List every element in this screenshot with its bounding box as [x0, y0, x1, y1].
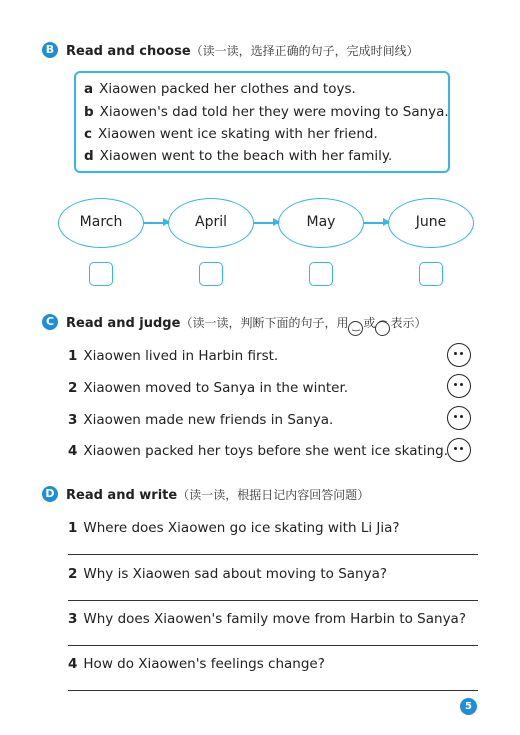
- judge-item-3: [68, 412, 333, 428]
- timeline-month-may: May: [278, 198, 364, 248]
- question-text: Why does Xiaowen's family move from Harbin to Sanya?: [83, 611, 466, 627]
- section-d-icon: D: [42, 486, 58, 502]
- question-number: 2: [68, 566, 78, 582]
- answer-box-april[interactable]: [199, 262, 223, 286]
- option-text: Xiaowen packed her clothes and toys.: [99, 81, 356, 97]
- section-c-title: Read and judge: [66, 316, 181, 331]
- sentence-option-c: [84, 126, 378, 142]
- sentence-option-d: [84, 148, 392, 164]
- option-letter: d: [84, 148, 94, 164]
- timeline-month-april: April: [168, 198, 254, 248]
- option-text: Xiaowen's dad told her they were moving to Sanya.: [99, 104, 449, 120]
- question-number: 1: [68, 520, 78, 536]
- item-number: 2: [68, 380, 78, 396]
- section-c-subtitle-before: （读一读，判断下面的句子，用: [180, 316, 349, 330]
- judge-item-2: [68, 380, 348, 396]
- question-3: [68, 611, 466, 627]
- item-number: 1: [68, 348, 78, 364]
- judge-face-icon-4[interactable]: [447, 438, 471, 462]
- question-number: 4: [68, 656, 78, 672]
- option-text: Xiaowen went ice skating with her friend.: [98, 126, 378, 142]
- question-text: Where does Xiaowen go ice skating with Li Jia?: [83, 520, 400, 536]
- answer-box-may[interactable]: [309, 262, 333, 286]
- item-number: 4: [68, 443, 78, 459]
- timeline-month-march: March: [58, 198, 144, 248]
- item-text: Xiaowen made new friends in Sanya.: [83, 412, 334, 428]
- page-number-badge: 5: [460, 698, 477, 715]
- timeline-arrow: [144, 222, 168, 224]
- sentence-option-b: [84, 104, 449, 120]
- item-number: 3: [68, 412, 78, 428]
- answer-line-2[interactable]: [68, 600, 478, 601]
- judge-face-icon-1[interactable]: [447, 343, 471, 367]
- sad-face-icon: ⁀: [375, 321, 390, 336]
- item-text: Xiaowen lived in Harbin first.: [83, 348, 279, 364]
- judge-item-1: [68, 348, 278, 364]
- answer-box-june[interactable]: [419, 262, 443, 286]
- section-d-title: Read and write: [66, 488, 178, 503]
- section-d-subtitle: （读一读，根据日记内容回答问题）: [177, 488, 370, 502]
- timeline-arrow: [364, 222, 388, 224]
- question-text: Why is Xiaowen sad about moving to Sanya?: [83, 566, 388, 582]
- section-c-heading: [66, 314, 426, 336]
- section-b-title: Read and choose: [66, 44, 191, 59]
- question-4: [68, 656, 325, 672]
- option-letter: b: [84, 104, 94, 120]
- timeline-arrow: [254, 222, 278, 224]
- option-text: Xiaowen went to the beach with her family.: [99, 148, 393, 164]
- smiley-face-icon: ‿: [348, 321, 363, 336]
- answer-box-march[interactable]: [89, 262, 113, 286]
- judge-face-icon-3[interactable]: [447, 406, 471, 430]
- answer-line-1[interactable]: [68, 554, 478, 555]
- sentence-option-a: [84, 81, 356, 97]
- judge-face-icon-2[interactable]: [447, 374, 471, 398]
- question-2: [68, 566, 387, 582]
- question-number: 3: [68, 611, 78, 627]
- judge-item-4: [68, 443, 448, 459]
- question-1: [68, 520, 400, 536]
- section-d-heading: [66, 486, 369, 503]
- section-b-subtitle: （读一读，选择正确的句子，完成时间线）: [190, 44, 419, 58]
- question-text: How do Xiaowen's feelings change?: [83, 656, 325, 672]
- section-b-heading: [66, 42, 419, 59]
- item-text: Xiaowen moved to Sanya in the winter.: [83, 380, 349, 396]
- section-b-icon: B: [42, 42, 58, 58]
- timeline-month-june: June: [388, 198, 474, 248]
- option-letter: c: [84, 126, 93, 142]
- section-c-icon: C: [42, 314, 58, 330]
- answer-line-3[interactable]: [68, 645, 478, 646]
- answer-line-4[interactable]: [68, 690, 478, 691]
- section-c-subtitle-after: 表示）: [390, 316, 427, 330]
- option-letter: a: [84, 81, 94, 97]
- section-c-subtitle-or: 或: [363, 316, 376, 330]
- item-text: Xiaowen packed her toys before she went ice skating.: [83, 443, 448, 459]
